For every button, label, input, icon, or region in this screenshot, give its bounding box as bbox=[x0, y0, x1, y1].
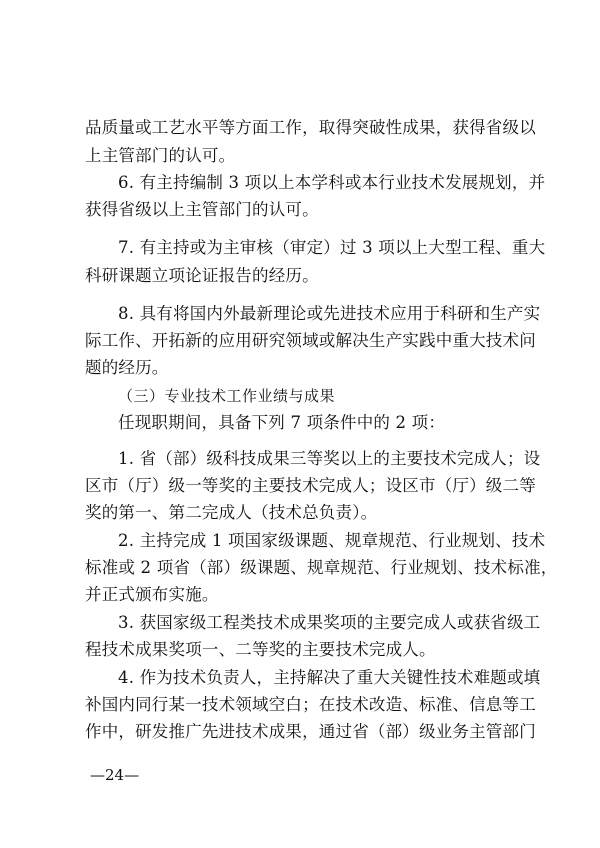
text-line: 2. 主持完成 1 项国家级课题、规章规范、行业规划、技术 bbox=[118, 531, 546, 550]
text-line: 8. 具有将国内外最新理论或先进技术应用于科研和生产实 bbox=[118, 304, 541, 323]
text-line: 程技术成果奖项一、二等奖的主要技术完成人。 bbox=[85, 640, 436, 659]
text-line: 任现职期间，具备下列 7 项条件中的 2 项： bbox=[118, 413, 446, 432]
text-line: 标准或 2 项省（部）级课题、规章规范、行业规划、技术标准， bbox=[85, 558, 558, 577]
text-line: 并正式颁布实施。 bbox=[85, 585, 219, 604]
text-line: 作中，研发推广先进技术成果，通过省（部）级业务主管部门 bbox=[85, 722, 536, 741]
text-line: 科研课题立项论证报告的经历。 bbox=[85, 266, 319, 285]
text-line: 1. 省（部）级科技成果三等奖以上的主要技术完成人；设 bbox=[118, 449, 541, 468]
text-line: 7. 有主持或为主审核（审定）过 3 项以上大型工程、重大 bbox=[118, 238, 546, 257]
text-line: 4. 作为技术负责人，主持解决了重大关键性技术难题或填 bbox=[118, 668, 541, 687]
text-line: 际工作、开拓新的应用研究领域或解决生产实践中重大技术问 bbox=[85, 331, 536, 350]
text-line: 题的经历。 bbox=[85, 358, 169, 377]
text-line: 获得省级以上主管部门的认可。 bbox=[85, 200, 319, 219]
text-line: 奖的第一、第二完成人（技术总负责）。 bbox=[85, 503, 378, 522]
text-line: 3. 获国家级工程类技术成果奖项的主要完成人或获省级工 bbox=[118, 613, 541, 632]
text-line: 品质量或工艺水平等方面工作，取得突破性成果，获得省级以 bbox=[85, 118, 536, 137]
text-line: 6. 有主持编制 3 项以上本学科或本行业技术发展规划，并 bbox=[118, 173, 546, 192]
text-line: 上主管部门的认可。 bbox=[85, 146, 236, 165]
section-heading: （三）专业技术工作业绩与成果 bbox=[118, 387, 336, 405]
text-line: 补国内同行某一技术领域空白；在技术改造、标准、信息等工 bbox=[85, 695, 536, 714]
page-number: —24— bbox=[90, 766, 140, 784]
text-line: 区市（厅）级一等奖的主要技术完成人；设区市（厅）级二等 bbox=[85, 476, 536, 495]
